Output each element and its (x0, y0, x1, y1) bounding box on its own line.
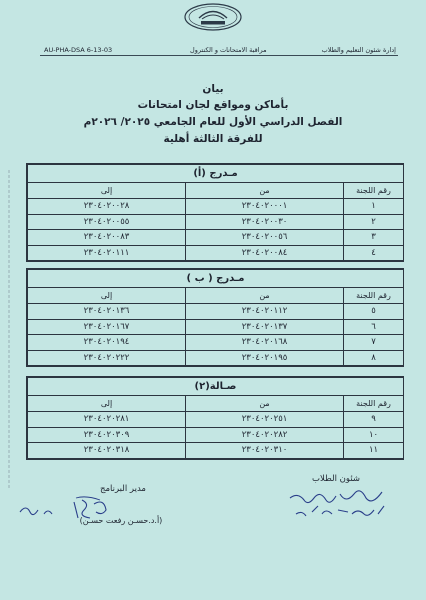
document-code: AU-PHA-DSA 6-13-03 (44, 46, 113, 54)
to-id: ٢٣٠٤٠٢٠٣١٨ (28, 443, 186, 459)
to-id: ٢٣٠٤٠٢٠١٩٤ (28, 335, 186, 351)
to-id: ٢٣٠٤٠٢٠٢٢٢ (28, 350, 186, 366)
committee-number: ١١ (344, 443, 404, 459)
header-divider (40, 55, 398, 56)
col-header-from: من (186, 396, 344, 412)
director-signature (14, 494, 134, 522)
table-row (28, 304, 404, 320)
title-line-2: بأماكن ومواقع لجان امتحانات (137, 99, 289, 111)
from-id: ٢٣٠٤٠٢٠٣١٠ (186, 443, 344, 459)
side-stamp (4, 160, 14, 500)
section-title: مـدرج (أ) (28, 165, 404, 183)
table-row (28, 230, 404, 246)
title-line-3: الفصل الدراسي الأول للعام الجامعي ٢٠٢٥/ ٢٠٢٦م (83, 116, 343, 128)
col-header-committee: رقم اللجنة (344, 396, 404, 412)
committee-number: ٤ (344, 245, 404, 261)
table-row (28, 350, 404, 366)
unit-label: مراقبة الامتحانات و الكنترول (190, 46, 267, 54)
to-id: ٢٣٠٤٠٢٠١٦٧ (28, 319, 186, 335)
col-header-to: إلى (28, 183, 186, 199)
table-row (28, 443, 404, 459)
to-id: ٢٣٠٤٠٢٠٠٨٣ (28, 230, 186, 246)
title-line-1: بيان (202, 83, 224, 95)
to-id: ٢٣٠٤٠٢٠١٣٦ (28, 304, 186, 320)
section-title: صـالة(٢) (28, 378, 404, 396)
committee-number: ٧ (344, 335, 404, 351)
table-row (28, 335, 404, 351)
col-header-from: من (186, 183, 344, 199)
committee-number: ٣ (344, 230, 404, 246)
title-line-4: للفرقة الثالثة أهلية (163, 133, 263, 145)
section-title: مـدرج ( ب ) (28, 270, 404, 288)
col-header-from: من (186, 288, 344, 304)
student-affairs-signature (282, 484, 402, 524)
committee-number: ٨ (344, 350, 404, 366)
table-row (28, 427, 404, 443)
to-id: ٢٣٠٤٠٢٠٣٠٩ (28, 427, 186, 443)
student-affairs-title: شئون الطلاب (311, 474, 361, 484)
from-id: ٢٣٠٤٠٢٠٠٣٠ (186, 214, 344, 230)
program-director-title: مدير البرنامج (100, 484, 146, 494)
committee-number: ٩ (344, 412, 404, 428)
col-header-committee: رقم اللجنة (344, 288, 404, 304)
committee-number: ١٠ (344, 427, 404, 443)
committee-number: ١ (344, 199, 404, 215)
from-id: ٢٣٠٤٠٢٠١٣٧ (186, 319, 344, 335)
to-id: ٢٣٠٤٠٢٠١١١ (28, 245, 186, 261)
from-id: ٢٣٠٤٠٢٠١٦٨ (186, 335, 344, 351)
to-id: ٢٣٠٤٠٢٠٢٨١ (28, 412, 186, 428)
from-id: ٢٣٠٤٠٢٠٠٨٤ (186, 245, 344, 261)
committee-table-hall-a (26, 163, 404, 262)
committee-number: ٢ (344, 214, 404, 230)
from-id: ٢٣٠٤٠٢٠٠٥٦ (186, 230, 344, 246)
to-id: ٢٣٠٤٠٢٠٠٥٥ (28, 214, 186, 230)
table-row (28, 412, 404, 428)
from-id: ٢٣٠٤٠٢٠١٩٥ (186, 350, 344, 366)
committee-number: ٦ (344, 319, 404, 335)
from-id: ٢٣٠٤٠٢٠٢٥١ (186, 412, 344, 428)
table-row (28, 245, 404, 261)
col-header-to: إلى (28, 396, 186, 412)
department-label: إدارة شئون التعليم والطلاب (321, 46, 396, 54)
col-header-to: إلى (28, 288, 186, 304)
col-header-committee: رقم اللجنة (344, 183, 404, 199)
from-id: ٢٣٠٤٠٢٠١١٢ (186, 304, 344, 320)
table-row (28, 319, 404, 335)
from-id: ٢٣٠٤٠٢٠٠٠١ (186, 199, 344, 215)
to-id: ٢٣٠٤٠٢٠٠٢٨ (28, 199, 186, 215)
table-row (28, 199, 404, 215)
from-id: ٢٣٠٤٠٢٠٢٨٢ (186, 427, 344, 443)
program-director-name: (أ.د.حسـن رفعت حسـن) (79, 516, 163, 525)
committee-table-hall-b (26, 268, 404, 367)
committee-table-hall-2 (26, 376, 404, 460)
committee-number: ٥ (344, 304, 404, 320)
table-row (28, 214, 404, 230)
university-logo (183, 3, 243, 31)
